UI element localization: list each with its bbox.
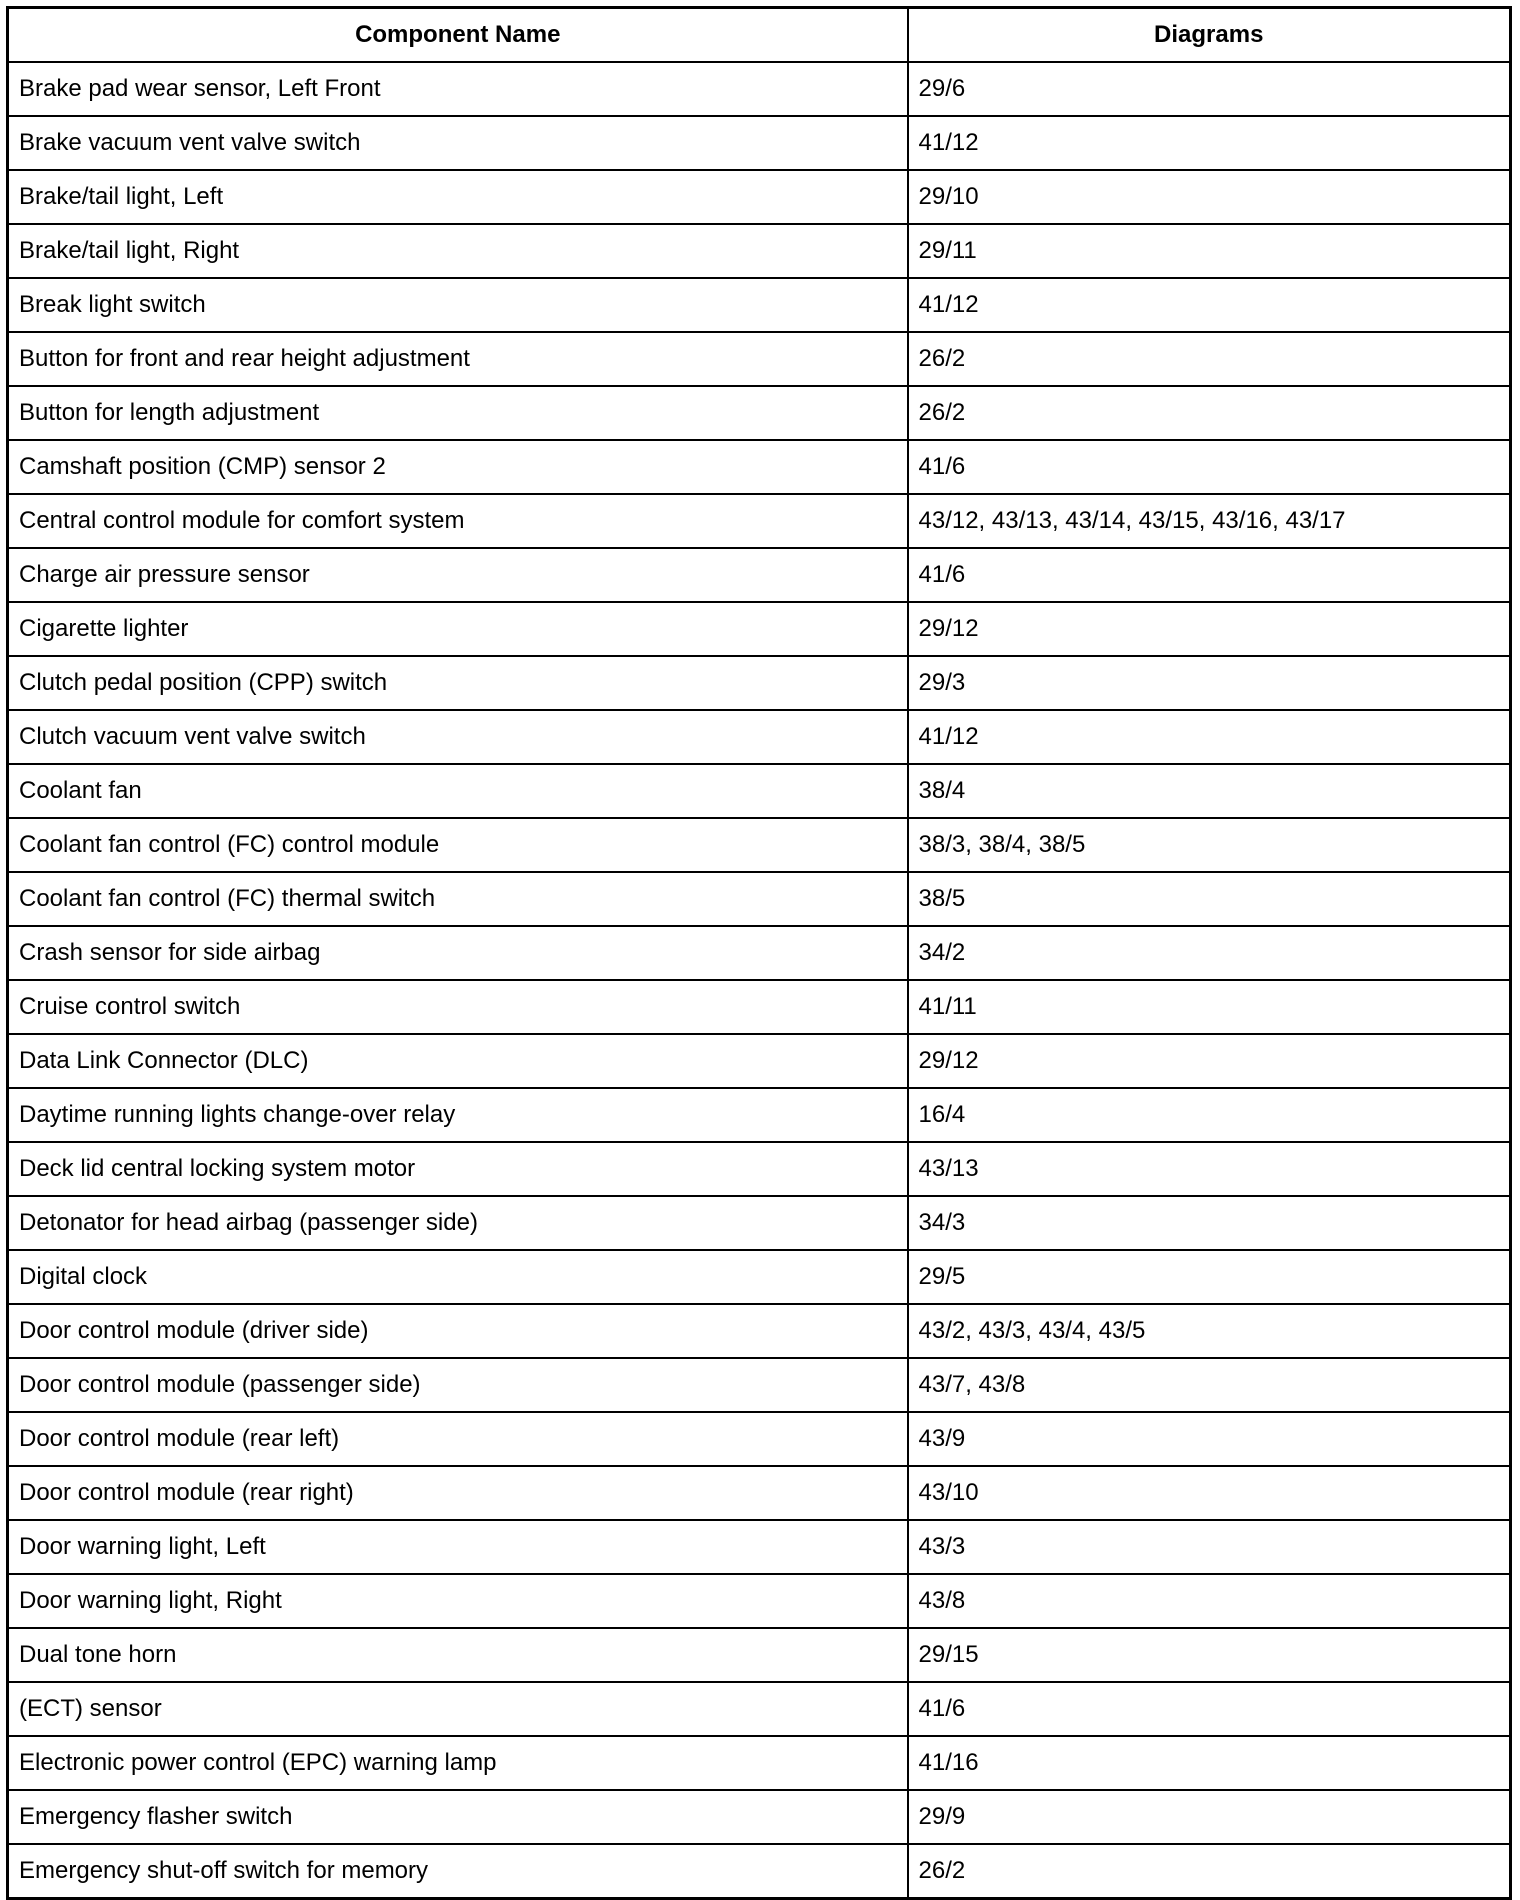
table-row: [8, 548, 1511, 602]
table-row: [8, 1304, 1511, 1358]
table-row: [8, 1088, 1511, 1142]
diagrams-cell: 43/12, 43/13, 43/14, 43/15, 43/16, 43/17: [908, 494, 1511, 548]
table-row: [8, 602, 1511, 656]
diagrams-cell: 41/12: [908, 278, 1511, 332]
component-name-cell: Deck lid central locking system motor: [8, 1142, 908, 1196]
diagrams-cell: 41/16: [908, 1736, 1511, 1790]
diagrams-cell: 43/9: [908, 1412, 1511, 1466]
table-row: [8, 1574, 1511, 1628]
component-name-cell: Door control module (driver side): [8, 1304, 908, 1358]
table-row: [8, 494, 1511, 548]
table-row: [8, 926, 1511, 980]
table-row: [8, 1466, 1511, 1520]
component-name-cell: Charge air pressure sensor: [8, 548, 908, 602]
component-name-cell: Clutch pedal position (CPP) switch: [8, 656, 908, 710]
diagrams-cell: 34/3: [908, 1196, 1511, 1250]
table-row: [8, 1142, 1511, 1196]
table-header: [8, 8, 1511, 63]
table-row: [8, 656, 1511, 710]
header-row: [8, 8, 1511, 63]
component-name-cell: Cruise control switch: [8, 980, 908, 1034]
diagrams-cell: 41/6: [908, 548, 1511, 602]
table-row: [8, 116, 1511, 170]
component-name-cell: Brake/tail light, Left: [8, 170, 908, 224]
component-name-cell: (ECT) sensor: [8, 1682, 908, 1736]
component-name-cell: Crash sensor for side airbag: [8, 926, 908, 980]
diagrams-cell: 29/9: [908, 1790, 1511, 1844]
diagrams-cell: 16/4: [908, 1088, 1511, 1142]
diagrams-cell: 43/2, 43/3, 43/4, 43/5: [908, 1304, 1511, 1358]
diagrams-cell: 26/2: [908, 332, 1511, 386]
component-name-cell: Brake/tail light, Right: [8, 224, 908, 278]
component-name-cell: Door warning light, Right: [8, 1574, 908, 1628]
component-name-cell: Emergency shut-off switch for memory: [8, 1844, 908, 1899]
diagrams-header: Diagrams: [908, 8, 1511, 63]
diagrams-cell: 38/4: [908, 764, 1511, 818]
table-row: [8, 1358, 1511, 1412]
component-name-cell: Daytime running lights change-over relay: [8, 1088, 908, 1142]
diagrams-cell: 38/5: [908, 872, 1511, 926]
table-body: [8, 62, 1511, 1899]
diagrams-cell: 43/8: [908, 1574, 1511, 1628]
diagrams-cell: 29/5: [908, 1250, 1511, 1304]
table-row: [8, 278, 1511, 332]
diagrams-cell: 43/13: [908, 1142, 1511, 1196]
component-name-cell: Digital clock: [8, 1250, 908, 1304]
diagrams-cell: 29/11: [908, 224, 1511, 278]
table-row: [8, 1034, 1511, 1088]
table-row: [8, 1682, 1511, 1736]
diagrams-cell: 41/6: [908, 440, 1511, 494]
diagrams-cell: 41/12: [908, 710, 1511, 764]
table-row: [8, 1844, 1511, 1899]
diagrams-cell: 29/12: [908, 602, 1511, 656]
table-row: [8, 1790, 1511, 1844]
component-diagram-table: [6, 6, 1512, 1900]
table-row: [8, 818, 1511, 872]
diagrams-cell: 29/3: [908, 656, 1511, 710]
diagrams-cell: 43/10: [908, 1466, 1511, 1520]
component-name-cell: Data Link Connector (DLC): [8, 1034, 908, 1088]
diagrams-cell: 38/3, 38/4, 38/5: [908, 818, 1511, 872]
table-row: [8, 1412, 1511, 1466]
diagrams-cell: 26/2: [908, 386, 1511, 440]
diagrams-cell: 26/2: [908, 1844, 1511, 1899]
diagrams-cell: 41/6: [908, 1682, 1511, 1736]
table-row: [8, 1196, 1511, 1250]
component-name-cell: Coolant fan control (FC) control module: [8, 818, 908, 872]
component-name-cell: Button for front and rear height adjustment: [8, 332, 908, 386]
diagrams-cell: 29/12: [908, 1034, 1511, 1088]
table-row: [8, 1250, 1511, 1304]
table-row: [8, 62, 1511, 116]
diagrams-cell: 41/12: [908, 116, 1511, 170]
table-row: [8, 1520, 1511, 1574]
table-row: [8, 224, 1511, 278]
diagrams-cell: 29/6: [908, 62, 1511, 116]
component-name-cell: Dual tone horn: [8, 1628, 908, 1682]
diagrams-cell: 43/3: [908, 1520, 1511, 1574]
component-name-cell: Door warning light, Left: [8, 1520, 908, 1574]
component-name-cell: Brake pad wear sensor, Left Front: [8, 62, 908, 116]
component-name-cell: Brake vacuum vent valve switch: [8, 116, 908, 170]
diagrams-cell: 43/7, 43/8: [908, 1358, 1511, 1412]
component-name-cell: Cigarette lighter: [8, 602, 908, 656]
diagrams-cell: 29/15: [908, 1628, 1511, 1682]
diagrams-cell: 41/11: [908, 980, 1511, 1034]
component-name-header: Component Name: [8, 8, 908, 63]
component-name-cell: Coolant fan control (FC) thermal switch: [8, 872, 908, 926]
diagrams-cell: 34/2: [908, 926, 1511, 980]
component-name-cell: Emergency flasher switch: [8, 1790, 908, 1844]
component-name-cell: Clutch vacuum vent valve switch: [8, 710, 908, 764]
component-name-cell: Button for length adjustment: [8, 386, 908, 440]
component-name-cell: Electronic power control (EPC) warning lamp: [8, 1736, 908, 1790]
component-name-cell: Door control module (passenger side): [8, 1358, 908, 1412]
table-row: [8, 872, 1511, 926]
component-name-cell: Door control module (rear left): [8, 1412, 908, 1466]
table-row: [8, 710, 1511, 764]
component-name-cell: Camshaft position (CMP) sensor 2: [8, 440, 908, 494]
component-name-cell: Coolant fan: [8, 764, 908, 818]
table-row: [8, 332, 1511, 386]
table-row: [8, 980, 1511, 1034]
table-row: [8, 764, 1511, 818]
table-row: [8, 1628, 1511, 1682]
table-row: [8, 386, 1511, 440]
diagrams-cell: 29/10: [908, 170, 1511, 224]
component-name-cell: Detonator for head airbag (passenger side): [8, 1196, 908, 1250]
component-name-cell: Break light switch: [8, 278, 908, 332]
table-row: [8, 1736, 1511, 1790]
table-row: [8, 170, 1511, 224]
component-name-cell: Central control module for comfort system: [8, 494, 908, 548]
component-name-cell: Door control module (rear right): [8, 1466, 908, 1520]
table-row: [8, 440, 1511, 494]
